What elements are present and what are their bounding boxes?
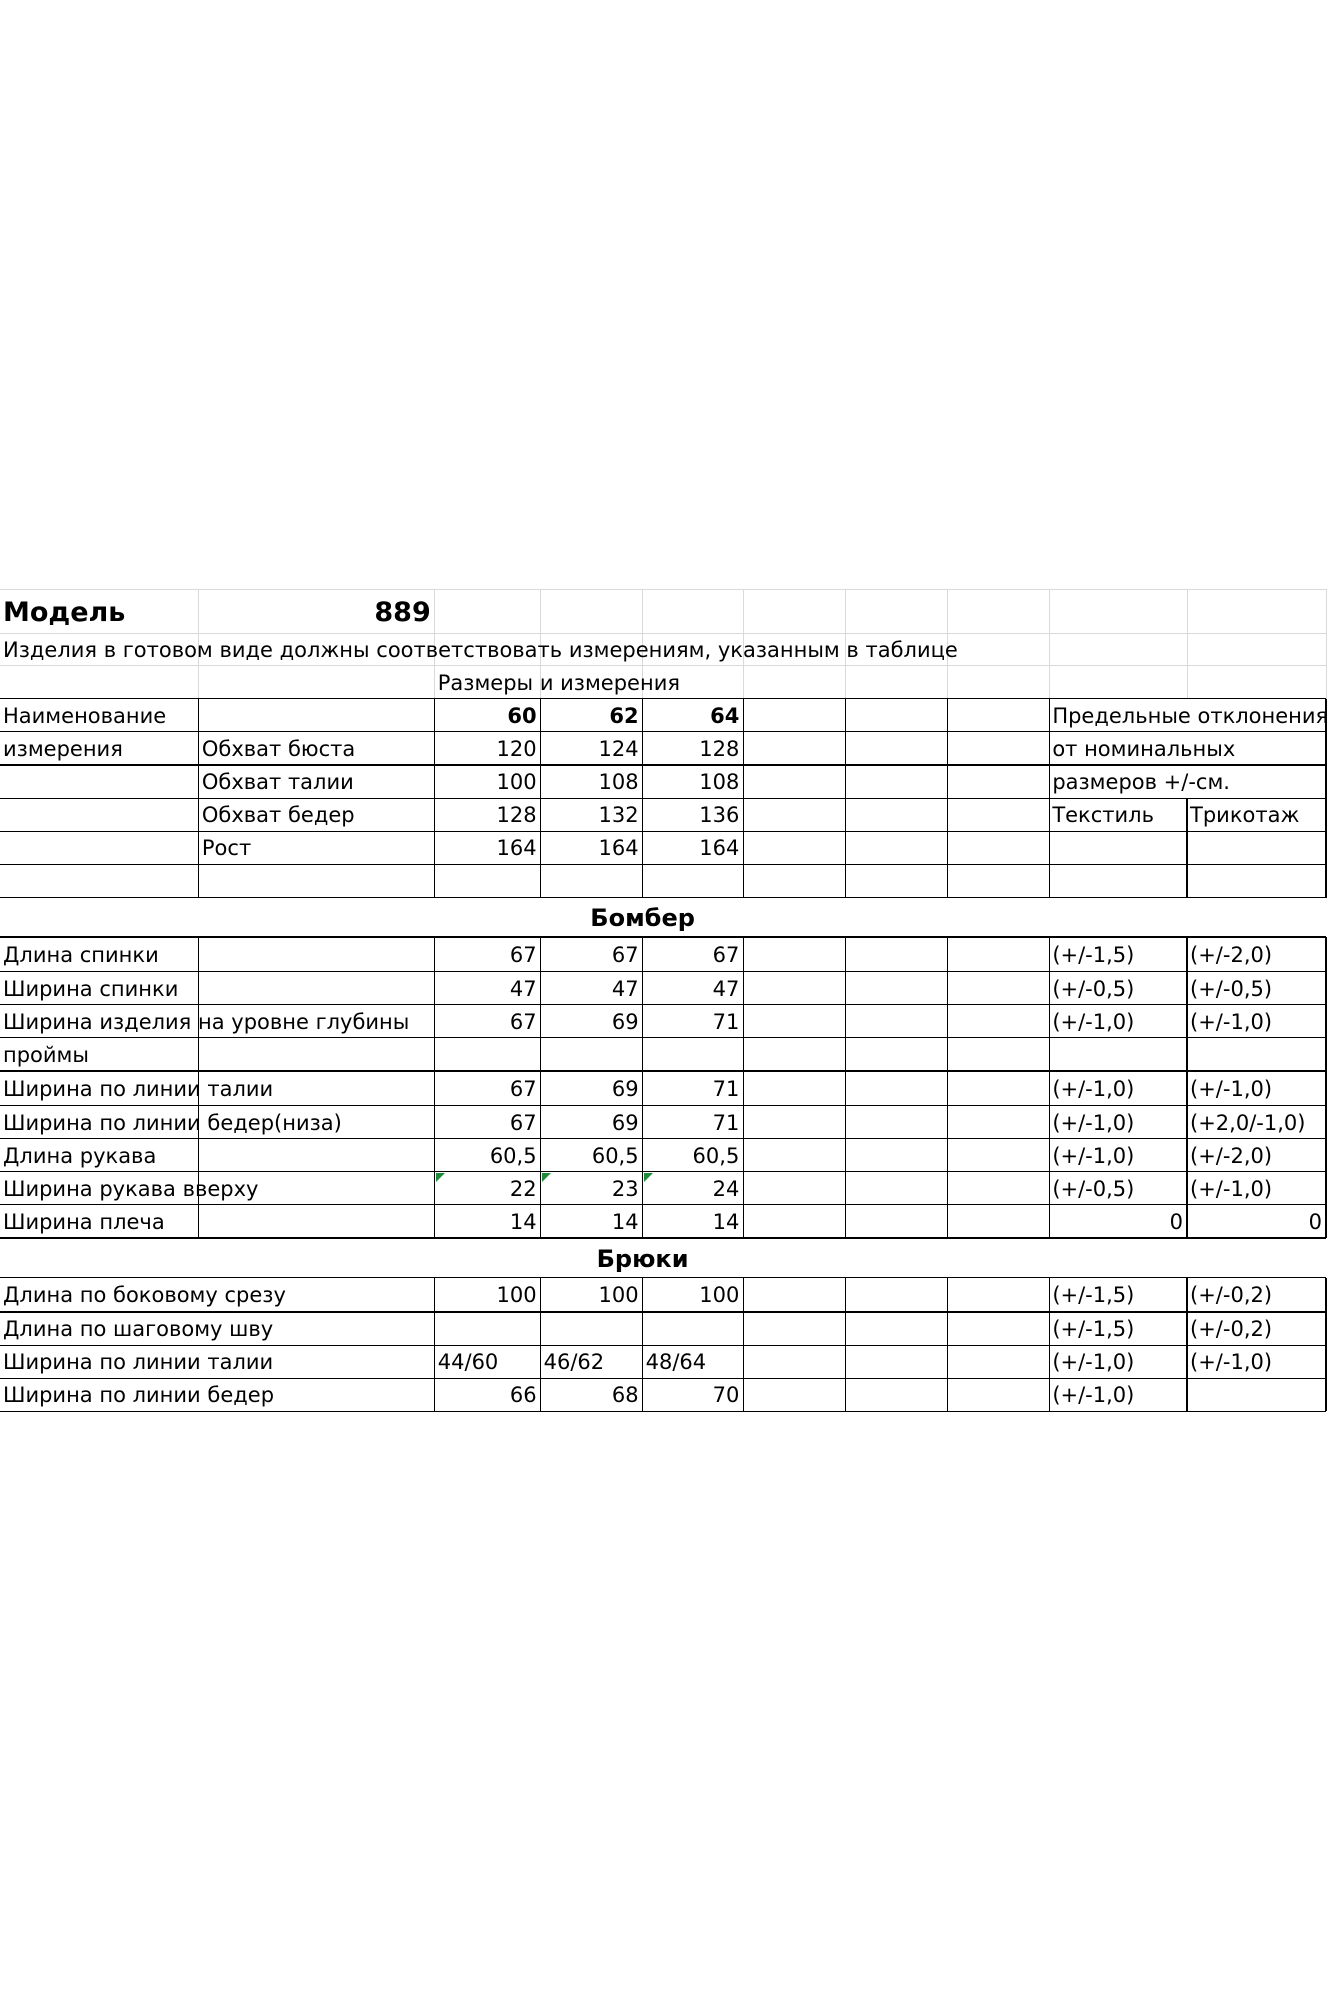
measurement-value: 22 (509, 1176, 537, 1201)
measurement-label: Ширина рукава вверху (3, 1176, 259, 1201)
table-border (743, 937, 744, 1238)
tolerance-knit: (+/-2,0) (1190, 1143, 1273, 1168)
measurement-value: 67 (611, 942, 639, 967)
table-border (743, 699, 744, 898)
table-border (1186, 937, 1187, 1238)
grid-line (0, 589, 1326, 590)
measurement-label: Ширина по линии бедер (3, 1383, 275, 1408)
size-header-62: 62 (609, 703, 639, 728)
grid-line (1187, 589, 1188, 699)
measurement-value: 100 (496, 1283, 537, 1308)
table-border (947, 699, 948, 898)
tolerance-knit: (+/-0,2) (1190, 1283, 1273, 1308)
table-border (1049, 1278, 1050, 1412)
name-label: Наименование (3, 703, 167, 728)
measurement-value: 60,5 (591, 1143, 639, 1168)
body-measure-value: 164 (598, 836, 639, 861)
tolerance-knit: (+/-1,0) (1190, 1176, 1273, 1201)
tolerance-knit: (+2,0/-1,0) (1190, 1110, 1306, 1135)
measurement-value: 14 (712, 1209, 740, 1234)
section-title: Бомбер (590, 904, 695, 933)
measurement-value: 69 (611, 1009, 639, 1034)
tolerance-column-header: Текстиль (1052, 803, 1154, 828)
measurement-value: 46/62 (543, 1350, 605, 1375)
measurement-value: 100 (699, 1283, 740, 1308)
tolerance-textile: (+/-1,0) (1052, 1350, 1135, 1375)
tolerance-column-header: Трикотаж (1190, 803, 1300, 828)
body-measure-value: 136 (699, 803, 740, 828)
model-number: 889 (374, 596, 431, 628)
body-measure-value: 128 (496, 803, 537, 828)
table-border (845, 1278, 846, 1412)
body-measure-label: Рост (201, 836, 252, 861)
measurement-value: 71 (712, 1076, 740, 1101)
measurement-value: 60,5 (692, 1143, 740, 1168)
measurement-label: Длина по шаговому шву (3, 1317, 274, 1342)
body-measure-value: 108 (699, 770, 740, 795)
measurement-value: 14 (611, 1209, 639, 1234)
measurement-value: 100 (598, 1283, 639, 1308)
tolerance-knit: 0 (1308, 1209, 1322, 1234)
table-border (1325, 1278, 1326, 1412)
table-border (947, 1278, 948, 1412)
grid-line (0, 633, 1326, 634)
tolerance-textile: (+/-1,0) (1052, 1076, 1135, 1101)
measurement-label: Ширина по линии бедер(низа) (3, 1110, 342, 1135)
tolerance-textile: (+/-1,0) (1052, 1383, 1135, 1408)
tolerance-knit: (+/-2,0) (1190, 942, 1273, 967)
tolerance-textile: (+/-1,5) (1052, 942, 1135, 967)
table-border (1325, 937, 1326, 1238)
table-border (1049, 937, 1050, 1238)
tolerance-title: от номинальных (1052, 736, 1236, 761)
table-border (642, 699, 643, 898)
tolerance-knit: (+/-1,0) (1190, 1350, 1273, 1375)
tolerance-title: Предельные отклонения (1052, 703, 1329, 728)
measurement-value: 69 (611, 1076, 639, 1101)
measurement-label: Длина рукава (3, 1143, 157, 1168)
table-border (845, 937, 846, 1238)
section-title: Брюки (596, 1244, 689, 1273)
body-measure-value: 128 (699, 736, 740, 761)
measurement-value: 23 (611, 1176, 639, 1201)
cell-error-marker (542, 1173, 551, 1182)
model-label: Модель (3, 596, 126, 628)
measurement-value: 60,5 (489, 1143, 537, 1168)
measurement-label: Ширина по линии талии (3, 1350, 274, 1375)
measurement-value: 71 (712, 1110, 740, 1135)
body-measure-value: 108 (598, 770, 639, 795)
table-border (0, 1277, 1326, 1278)
measurement-value: 67 (509, 1076, 537, 1101)
measurement-value: 68 (611, 1383, 639, 1408)
table-border (540, 699, 541, 898)
measurement-value: 48/64 (645, 1350, 707, 1375)
table-border (0, 1411, 1326, 1412)
table-border (947, 937, 948, 1238)
measurement-label: Ширина по линии талии (3, 1076, 274, 1101)
cell-error-marker (436, 1173, 445, 1182)
measurement-value: 47 (611, 976, 639, 1001)
body-measure-label: Обхват талии (201, 770, 354, 795)
header-note: Изделия в готовом виде должны соответствовать измерениям, указанным в таблице (3, 638, 958, 663)
measurement-value: 70 (712, 1383, 740, 1408)
measurement-label: Длина спинки (3, 942, 159, 967)
body-measure-value: 164 (699, 836, 740, 861)
measurement-value: 44/60 (437, 1350, 499, 1375)
size-header-64: 64 (710, 703, 740, 728)
body-measure-value: 100 (496, 770, 537, 795)
table-border (743, 1278, 744, 1412)
measurement-value: 24 (712, 1176, 740, 1201)
body-measure-value: 124 (598, 736, 639, 761)
table-border (1325, 699, 1326, 898)
measurement-value: 67 (509, 1110, 537, 1135)
name-label: измерения (3, 736, 123, 761)
measurement-value: 67 (509, 942, 537, 967)
tolerance-textile: (+/-0,5) (1052, 1176, 1135, 1201)
tolerance-textile: (+/-1,0) (1052, 1143, 1135, 1168)
table-border (845, 699, 846, 898)
measurement-label: Ширина спинки (3, 976, 179, 1001)
measurement-value: 71 (712, 1009, 740, 1034)
grid-line (1326, 589, 1327, 699)
measurement-value: 67 (712, 942, 740, 967)
table-border (0, 1345, 1326, 1346)
measurement-value: 47 (712, 976, 740, 1001)
measurement-value: 69 (611, 1110, 639, 1135)
table-border (1186, 798, 1187, 897)
size-header-60: 60 (507, 703, 537, 728)
tolerance-textile: (+/-0,5) (1052, 976, 1135, 1001)
table-border (434, 699, 435, 898)
cell-error-marker (644, 1173, 653, 1182)
tolerance-textile: (+/-1,0) (1052, 1009, 1135, 1034)
tolerance-knit: (+/-0,5) (1190, 976, 1273, 1001)
table-border (0, 1311, 1326, 1312)
measurement-value: 67 (509, 1009, 537, 1034)
measurement-label: Ширина плеча (3, 1209, 165, 1234)
tolerance-title: размеров +/-см. (1052, 770, 1230, 795)
tolerance-knit: (+/-1,0) (1190, 1076, 1273, 1101)
measurement-label: Ширина изделия на уровне глубины (3, 1009, 410, 1034)
body-measure-label: Обхват бюста (201, 736, 356, 761)
table-border (1186, 1278, 1187, 1412)
measurement-value: 66 (509, 1383, 537, 1408)
tolerance-textile: (+/-1,5) (1052, 1283, 1135, 1308)
table-border (1049, 699, 1050, 898)
body-measure-value: 164 (496, 836, 537, 861)
body-measure-value: 120 (496, 736, 537, 761)
measurement-label: проймы (3, 1042, 89, 1067)
table-border (198, 699, 199, 898)
tolerance-textile: (+/-1,5) (1052, 1317, 1135, 1342)
body-measure-label: Обхват бедер (201, 803, 355, 828)
table-border (0, 1378, 1326, 1379)
grid-line (1049, 589, 1050, 699)
grid-line (0, 665, 1326, 666)
body-measure-value: 132 (598, 803, 639, 828)
tolerance-knit: (+/-1,0) (1190, 1009, 1273, 1034)
measurement-label: Длина по боковому срезу (3, 1283, 286, 1308)
tolerance-knit: (+/-0,2) (1190, 1317, 1273, 1342)
measurement-value: 14 (509, 1209, 537, 1234)
sizes-caption: Размеры и измерения (437, 670, 680, 695)
tolerance-textile: (+/-1,0) (1052, 1110, 1135, 1135)
tolerance-textile: 0 (1169, 1209, 1183, 1234)
measurement-value: 47 (509, 976, 537, 1001)
